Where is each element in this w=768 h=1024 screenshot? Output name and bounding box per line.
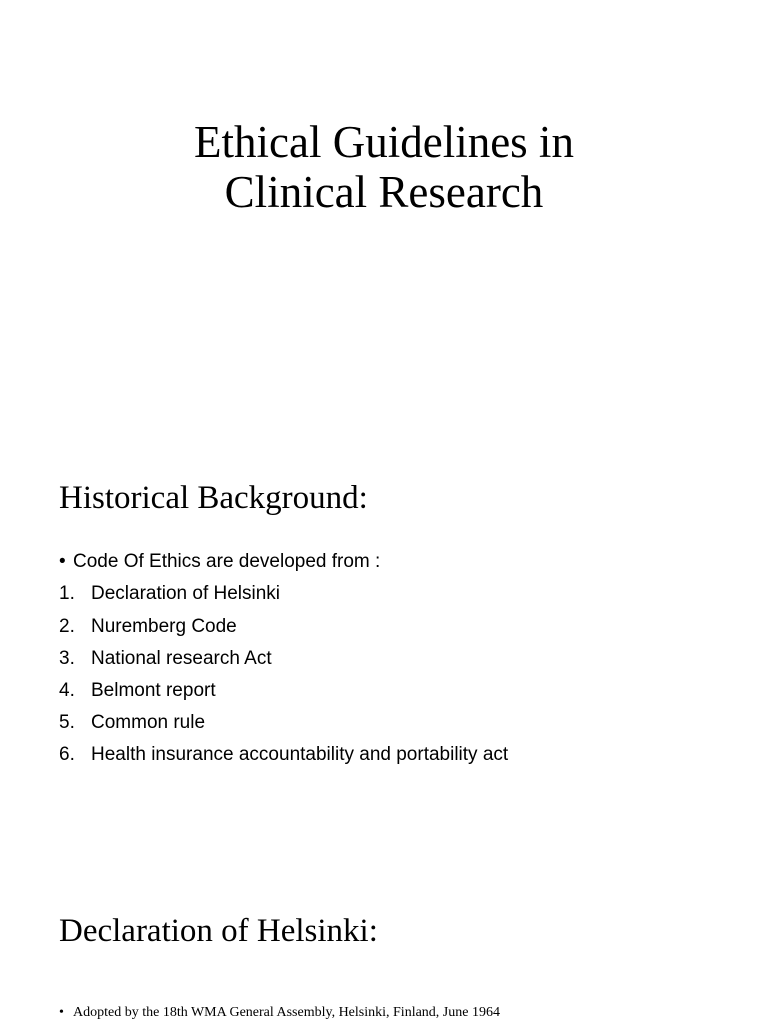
helsinki-bullet-text: Adopted by the 18th WMA General Assembly, Helsinki, Finland, June 1964 [73,1005,500,1020]
slide-title-line-1: Ethical Guidelines in [194,117,574,167]
list-text: Declaration of Helsinki [91,583,281,604]
bullet-icon: • [59,551,66,572]
list-number: 3. [59,648,75,669]
list-number: 1. [59,583,75,604]
list-text: Health insurance accountability and portability act [91,744,509,765]
list-text: Belmont report [91,680,216,701]
list-number: 6. [59,744,75,765]
list-number: 2. [59,616,75,637]
list-text: National research Act [91,648,272,669]
list-number: 4. [59,680,75,701]
list-text: Common rule [91,712,206,733]
helsinki-bullet [59,1004,500,1022]
list-text: Nuremberg Code [91,616,237,637]
intro-text: Code Of Ethics are developed from : [73,551,381,572]
slide-title-line-2: Clinical Research [224,167,544,217]
bullet-icon: • [59,1005,64,1020]
list-number: 5. [59,712,75,733]
section-heading: Declaration of Helsinki: [59,913,378,949]
section-heading: Historical Background: [59,480,368,516]
